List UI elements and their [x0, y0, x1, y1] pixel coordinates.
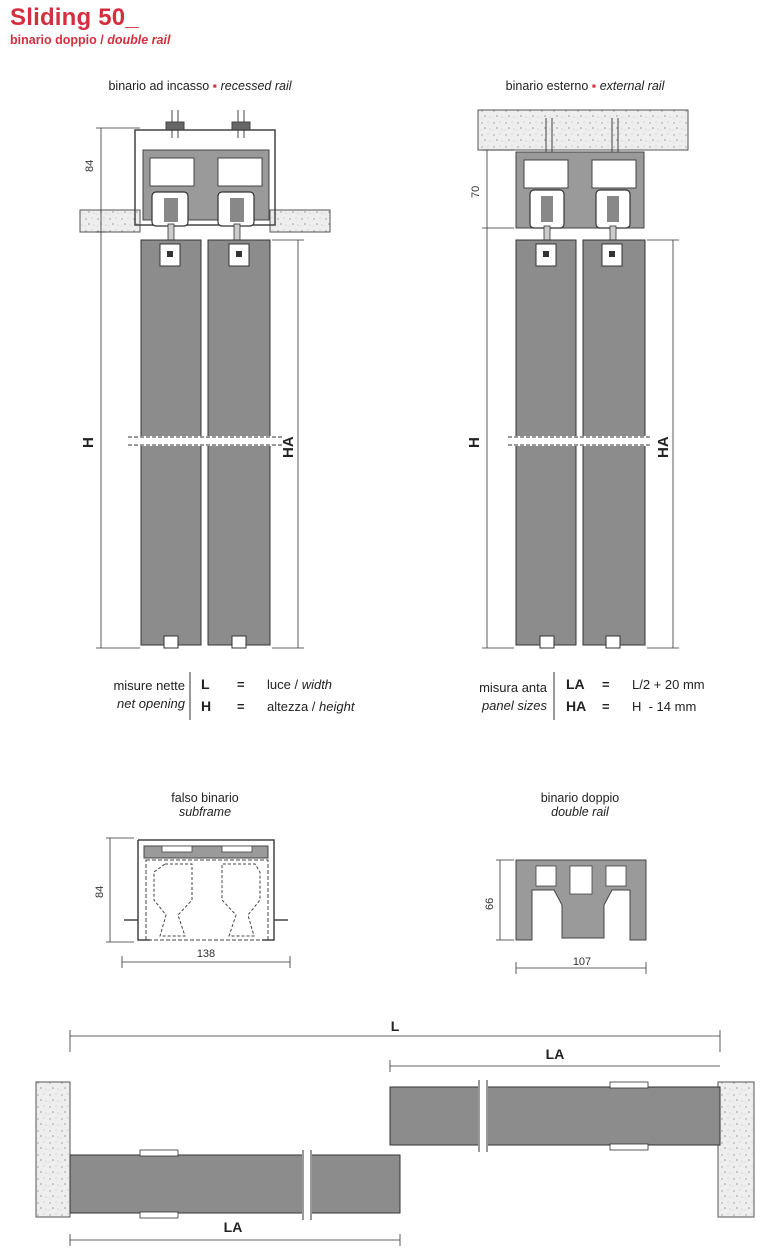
ceiling-slab-external [478, 110, 688, 150]
external-dim-h: H [466, 437, 483, 448]
legend-right-rows [566, 676, 705, 720]
legend-left-rows [201, 676, 354, 720]
external-caption-it: binario esterno [505, 79, 589, 93]
double-rail-caption [500, 791, 660, 819]
legend-text: luce / [267, 677, 302, 692]
ceiling-slab-left [80, 210, 140, 232]
legend-text-en: width [301, 677, 333, 692]
plan-view-drawing [36, 1030, 754, 1246]
legend-key-la: LA [566, 676, 585, 692]
subframe-dim-138: 138 [196, 948, 216, 960]
plan-dim-la-top: LA [545, 1046, 565, 1062]
legend-right-label-it: misura anta [479, 680, 547, 695]
plan-panel-upper [390, 1087, 720, 1145]
recessed-dim-ha: HA [280, 436, 297, 458]
double-rail-dim-107: 107 [572, 956, 592, 968]
subframe-caption-en: subframe [178, 805, 232, 819]
plan-dim-l: L [390, 1018, 400, 1034]
wall-left [36, 1082, 70, 1217]
legend-eq: = [237, 677, 245, 692]
legend-left-label-it: misure nette [113, 678, 185, 693]
legend-text: L/2 + 20 mm [632, 677, 705, 692]
subframe-caption-it: falso binario [171, 791, 239, 805]
subframe-caption [125, 791, 285, 819]
double-rail-dim-66: 66 [484, 897, 496, 910]
external-caption-en: external rail [599, 79, 665, 93]
legend-right-label [455, 680, 547, 713]
legend-key-l: L [201, 676, 210, 692]
plan-panel-lower [70, 1155, 400, 1213]
legend-eq: = [237, 699, 245, 714]
recessed-caption-it: binario ad incasso [108, 79, 210, 93]
legend-left-label [95, 678, 185, 711]
external-caption-sep: ▪ [588, 79, 600, 93]
recessed-dim-h: H [80, 437, 97, 448]
legend-eq: = [602, 699, 610, 714]
recessed-caption-en: recessed rail [220, 79, 292, 93]
subtitle-en: double rail [107, 33, 171, 47]
page-title: Sliding 50_ [10, 4, 139, 31]
double-rail-caption-en: double rail [551, 805, 609, 819]
external-dim-ha: HA [655, 436, 672, 458]
recessed-caption-sep: ▪ [209, 79, 221, 93]
recessed-dim-84: 84 [84, 159, 96, 172]
subtitle-it: binario doppio [10, 33, 97, 47]
recessed-screws [166, 110, 250, 138]
external-dim-70: 70 [470, 185, 482, 198]
double-rail-caption-it: binario doppio [540, 791, 620, 805]
legend-key-ha: HA [566, 698, 587, 714]
external-rail-drawing [478, 110, 688, 648]
subtitle-sep: / [96, 33, 108, 47]
legend-key-h: H [201, 698, 212, 714]
legend-left-label-en: net opening [117, 696, 185, 711]
legend-right-label-en: panel sizes [481, 698, 547, 713]
plan-dim-la-bottom: LA [223, 1219, 243, 1235]
recessed-rail-drawing [80, 110, 330, 648]
legend-text-en: height [319, 699, 355, 714]
legend-eq: = [602, 677, 610, 692]
ceiling-slab-right [270, 210, 330, 232]
legend-text: H - 14 mm [632, 699, 697, 714]
wall-right [718, 1082, 754, 1217]
legend-text: altezza / [267, 699, 320, 714]
subframe-dim-84: 84 [94, 885, 106, 898]
